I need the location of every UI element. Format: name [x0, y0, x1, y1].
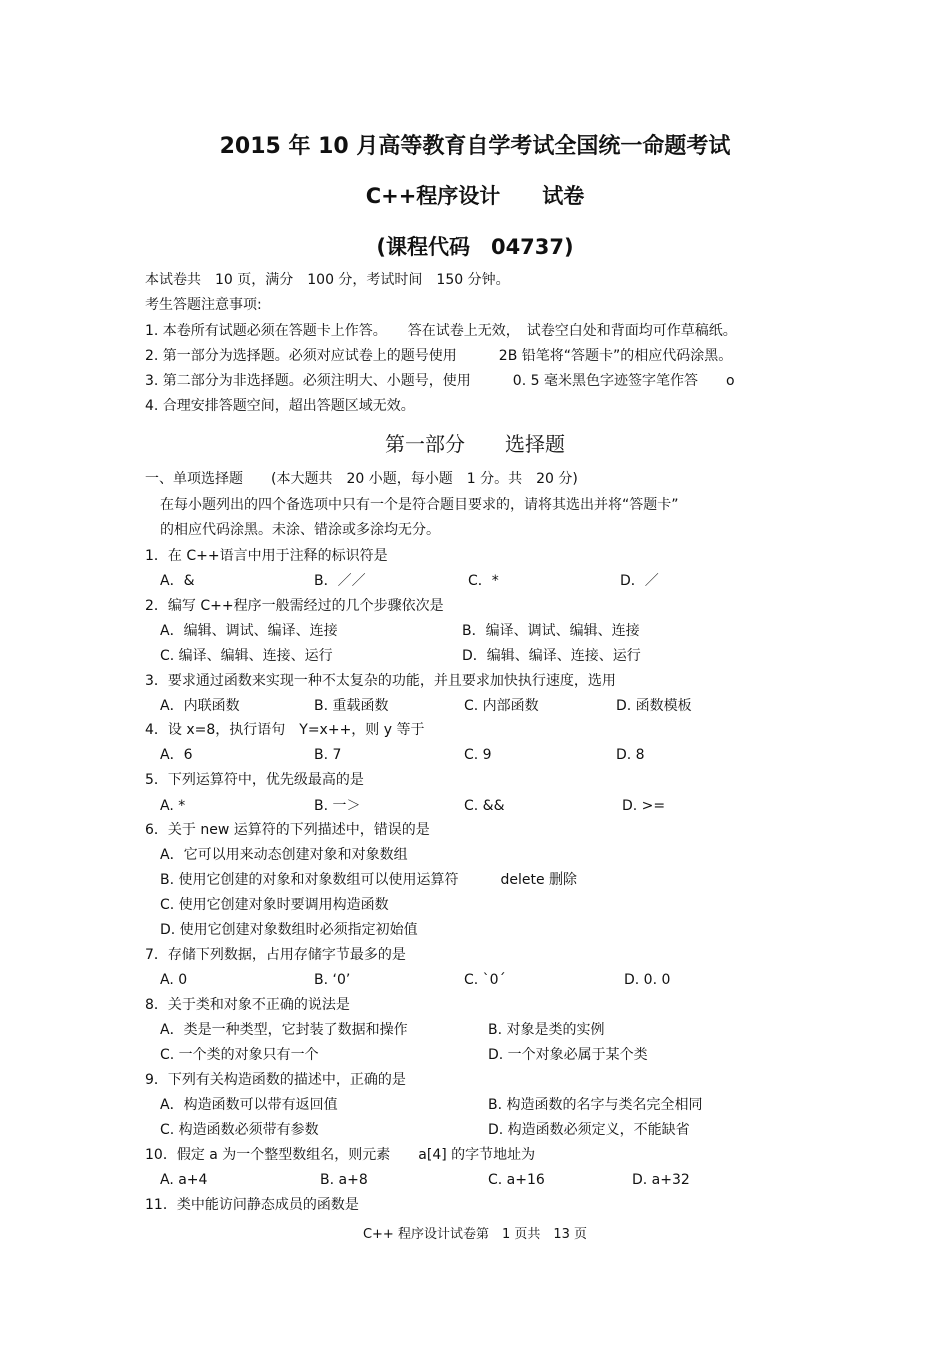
exam-subtitle: C++程序设计 试卷 — [365, 184, 585, 208]
part-instruction-1: 在每小题列出的四个备选项中只有一个是符合题目要求的，请将其选出并将“答题卡” — [160, 497, 679, 513]
notes-heading: 考生答题注意事项: — [145, 297, 262, 313]
question-11: 11．类中能访问静态成员的函数是 — [145, 1197, 359, 1213]
note-3: 3. 第二部分为非选择题。必须注明大、小题号，使用 0. 5 毫米黑色字迹签字笔作答 o — [145, 373, 735, 389]
q7-option-b: B. ‘0’ — [314, 972, 351, 988]
part-instruction-2: 的相应代码涂黑。未涂、错涂或多涂均无分。 — [160, 522, 440, 538]
q3-option-d: D. 函数模板 — [616, 698, 692, 714]
q1-option-a: A．& — [160, 573, 195, 589]
q5-option-d: D. >= — [622, 798, 666, 814]
q3-option-b: B. 重载函数 — [314, 698, 389, 714]
q4-option-a: A．6 — [160, 747, 193, 763]
q4-option-c: C. 9 — [464, 747, 492, 763]
q4-option-d: D. 8 — [616, 747, 645, 763]
q7-option-c: C. ˋ0ˊ — [464, 972, 506, 988]
q7-option-d: D. 0. 0 — [624, 972, 671, 988]
q2-option-c: C. 编译、编辑、连接、运行 — [160, 648, 333, 664]
note-2: 2. 第一部分为选择题。必须对应试卷上的题号使用 2B 铅笔将“答题卡”的相应代码涂黑。 — [145, 348, 733, 364]
question-6: 6．关于 new 运算符的下列描述中，错误的是 — [145, 822, 430, 838]
q10-option-d: D. a+32 — [632, 1172, 690, 1188]
question-9: 9．下列有关构造函数的描述中，正确的是 — [145, 1072, 406, 1088]
q1-option-c: C．* — [468, 573, 499, 589]
q6-option-b: B. 使用它创建的对象和对象数组可以使用运算符 delete 删除 — [160, 872, 578, 888]
question-4: 4．设 x=8，执行语句 Y=x++，则 y 等于 — [145, 722, 425, 738]
q10-option-a: A. a+4 — [160, 1172, 208, 1188]
question-2: 2．编写 C++程序一般需经过的几个步骤依次是 — [145, 598, 444, 614]
question-7: 7．存储下列数据，占用存储字节最多的是 — [145, 947, 406, 963]
q3-option-c: C. 内部函数 — [464, 698, 539, 714]
question-1: 1．在 C++语言中用于注释的标识符是 — [145, 548, 388, 564]
q9-option-a: A．构造函数可以带有返回值 — [160, 1097, 338, 1113]
q8-option-d: D. 一个对象必属于某个类 — [488, 1047, 648, 1063]
q2-option-d: D．编辑、编译、连接、运行 — [462, 648, 641, 664]
q6-option-a: A．它可以用来动态创建对象和对象数组 — [160, 847, 408, 863]
q1-option-b: B．／／ — [314, 573, 366, 589]
q9-option-d: D. 构造函数必须定义，不能缺省 — [488, 1122, 690, 1138]
q7-option-a: A. 0 — [160, 972, 188, 988]
note-4: 4. 合理安排答题空间，超出答题区域无效。 — [145, 398, 415, 414]
q9-option-c: C. 构造函数必须带有参数 — [160, 1122, 319, 1138]
note-1: 1. 本卷所有试题必须在答题卡上作答。 答在试卷上无效， 试卷空白处和背面均可作草稿纸。 — [145, 323, 737, 339]
q1-option-d: D．／ — [620, 573, 659, 589]
q8-option-c: C. 一个类的对象只有一个 — [160, 1047, 319, 1063]
question-10: 10．假定 a 为一个整型数组名，则元素 a[4] 的字节地址为 — [145, 1147, 536, 1163]
q5-option-c: C. && — [464, 798, 505, 814]
q10-option-c: C. a+16 — [488, 1172, 545, 1188]
q8-option-b: B. 对象是类的实例 — [488, 1022, 605, 1038]
q4-option-b: B. 7 — [314, 747, 342, 763]
q2-option-b: B．编译、调试、编辑、连接 — [462, 623, 640, 639]
q9-option-b: B. 构造函数的名字与类名完全相同 — [488, 1097, 703, 1113]
question-8: 8．关于类和对象不正确的说法是 — [145, 997, 350, 1013]
q6-option-d: D. 使用它创建对象数组时必须指定初始值 — [160, 922, 418, 938]
exam-info: 本试卷共 10 页，满分 100 分，考试时间 150 分钟。 — [145, 272, 510, 288]
q8-option-a: A．类是一种类型，它封装了数据和操作 — [160, 1022, 408, 1038]
exam-title: 2015 年 10 月高等教育自学考试全国统一命题考试 — [219, 134, 731, 159]
q2-option-a: A．编辑、调试、编译、连接 — [160, 623, 338, 639]
course-code: (课程代码 04737) — [376, 235, 574, 259]
question-3: 3．要求通过函数来实现一种不太复杂的功能，并且要求加快执行速度，选用 — [145, 673, 616, 689]
part-heading: 一、单项选择题 (本大题共 20 小题，每小题 1 分。共 20 分) — [145, 471, 578, 487]
section-title: 第一部分 选择题 — [385, 432, 565, 456]
q5-option-a: A. * — [160, 798, 186, 814]
page-footer: C++ 程序设计试卷第 1 页共 13 页 — [362, 1227, 588, 1242]
q5-option-b: B. 一＞ — [314, 798, 361, 814]
q10-option-b: B. a+8 — [320, 1172, 368, 1188]
q6-option-c: C. 使用它创建对象时要调用构造函数 — [160, 897, 389, 913]
q3-option-a: A．内联函数 — [160, 698, 240, 714]
question-5: 5．下列运算符中，优先级最高的是 — [145, 772, 364, 788]
